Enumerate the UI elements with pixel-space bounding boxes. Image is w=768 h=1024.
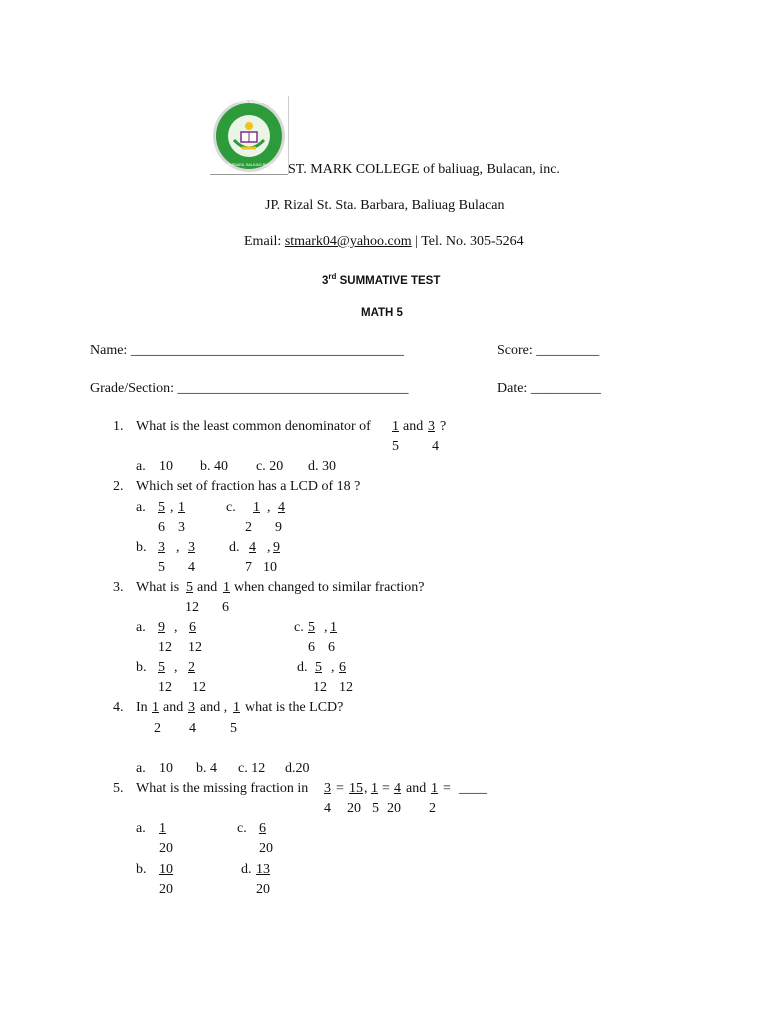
q5-den4: 20 bbox=[387, 801, 401, 816]
q5-b-num[interactable]: 10 bbox=[159, 862, 173, 877]
q2-d-den2: 10 bbox=[263, 560, 277, 575]
q5-eq1: = bbox=[336, 781, 344, 796]
email-label: Email: bbox=[244, 234, 282, 249]
q3-and: and bbox=[197, 580, 218, 595]
q2-a-den1: 6 bbox=[158, 520, 165, 535]
q1-choice-a-label: a. bbox=[136, 459, 146, 474]
test-title bbox=[322, 272, 440, 287]
q5-eq3: = bbox=[443, 781, 451, 796]
q4-text: In bbox=[136, 700, 148, 715]
school-address: JP. Rizal St. Sta. Barbara, Baliuag Bulacan bbox=[265, 198, 505, 213]
q5-comma: , bbox=[364, 781, 368, 796]
q3-num1: 5 bbox=[186, 580, 193, 595]
q2-b-den1: 5 bbox=[158, 560, 165, 575]
q1-choice-d[interactable]: d. 30 bbox=[308, 459, 336, 474]
q4-number: 4. bbox=[113, 700, 124, 715]
q5-num2: 15 bbox=[349, 781, 363, 796]
q5-choice-b-label: b. bbox=[136, 862, 147, 877]
test-ordinal: rd bbox=[328, 272, 337, 281]
q3-a-den1: 12 bbox=[158, 640, 172, 655]
q5-choice-c-label: c. bbox=[237, 821, 247, 836]
q5-den2: 20 bbox=[347, 801, 361, 816]
q5-num5: 1 bbox=[431, 781, 438, 796]
q4-choice-a-label: a. bbox=[136, 761, 146, 776]
q2-c-den2: 9 bbox=[275, 520, 282, 535]
name-label: Name: bbox=[90, 343, 128, 358]
q3-d-num1[interactable]: 5 bbox=[315, 660, 322, 675]
q3-choice-a-label: a. bbox=[136, 620, 146, 635]
score-line[interactable]: _________ bbox=[536, 343, 600, 358]
q4-choice-a[interactable]: 10 bbox=[159, 761, 173, 776]
q3-b-den2: 12 bbox=[192, 680, 206, 695]
q2-text: Which set of fraction has a LCD of 18 ? bbox=[136, 479, 361, 494]
q5-answer-blank[interactable]: ____ bbox=[459, 781, 487, 796]
q4-choice-d[interactable]: d.20 bbox=[285, 761, 310, 776]
q2-b-den2: 4 bbox=[188, 560, 195, 575]
q5-b-den: 20 bbox=[159, 882, 173, 897]
q2-d-comma: , bbox=[267, 540, 271, 555]
q4-choice-b[interactable]: b. 4 bbox=[196, 761, 217, 776]
q2-d-num2[interactable]: 9 bbox=[273, 540, 280, 555]
q4-choice-c[interactable]: c. 12 bbox=[238, 761, 266, 776]
q3-c-num2[interactable]: 1 bbox=[330, 620, 337, 635]
q4-num1: 1 bbox=[152, 700, 159, 715]
q3-a-den2: 12 bbox=[188, 640, 202, 655]
subject-title: MATH 5 bbox=[361, 307, 403, 319]
q3-a-num1[interactable]: 9 bbox=[158, 620, 165, 635]
contact-line bbox=[244, 234, 524, 250]
school-logo bbox=[210, 96, 288, 174]
q5-d-num[interactable]: 13 bbox=[256, 862, 270, 877]
q4-and2: and , bbox=[200, 700, 228, 715]
q3-d-den2: 12 bbox=[339, 680, 353, 695]
q3-text: What is bbox=[136, 580, 180, 595]
q5-num4: 4 bbox=[394, 781, 401, 796]
q1-choice-c[interactable]: c. 20 bbox=[256, 459, 284, 474]
name-field[interactable] bbox=[90, 343, 404, 359]
q2-choice-a-label: a. bbox=[136, 500, 146, 515]
score-label: Score: bbox=[497, 343, 533, 358]
q5-den5: 2 bbox=[429, 801, 436, 816]
q3-c-den2: 6 bbox=[328, 640, 335, 655]
q3-b-num1[interactable]: 5 bbox=[158, 660, 165, 675]
q3-c-comma: , bbox=[324, 620, 328, 635]
q2-a-num1[interactable]: 5 bbox=[158, 500, 165, 515]
logo-underline bbox=[210, 174, 288, 175]
q2-c-comma: , bbox=[267, 500, 271, 515]
q1-num1: 1 bbox=[392, 419, 399, 434]
q2-b-comma: , bbox=[176, 540, 180, 555]
q3-den2: 6 bbox=[222, 600, 229, 615]
q5-choice-d-label: d. bbox=[241, 862, 252, 877]
q5-text: What is the missing fraction in bbox=[136, 781, 309, 796]
q3-den1: 12 bbox=[185, 600, 199, 615]
q3-b-comma: , bbox=[174, 660, 178, 675]
q3-a-comma: , bbox=[174, 620, 178, 635]
q5-choice-a-label: a. bbox=[136, 821, 146, 836]
q2-b-num2[interactable]: 3 bbox=[188, 540, 195, 555]
q1-choice-a[interactable]: 10 bbox=[159, 459, 173, 474]
q2-c-den1: 2 bbox=[245, 520, 252, 535]
q5-den1: 4 bbox=[324, 801, 331, 816]
q2-a-den2: 3 bbox=[178, 520, 185, 535]
q3-number: 3. bbox=[113, 580, 124, 595]
tel-number: | Tel. No. 305-5264 bbox=[415, 234, 524, 249]
q5-c-den: 20 bbox=[259, 841, 273, 856]
q5-a-num[interactable]: 1 bbox=[159, 821, 166, 836]
logo-bottom-text: STA. BARBARA, BALIUAG BULACAN bbox=[218, 163, 280, 167]
score-field[interactable] bbox=[497, 343, 599, 359]
name-line[interactable]: _______________________________________ bbox=[130, 343, 404, 358]
q3-num2: 1 bbox=[223, 580, 230, 595]
q1-den2: 4 bbox=[432, 439, 439, 454]
q5-number: 5. bbox=[113, 781, 124, 796]
q3-c-den1: 6 bbox=[308, 640, 315, 655]
email-link[interactable]: stmark04@yahoo.com bbox=[284, 234, 412, 249]
q1-and: and bbox=[403, 419, 424, 434]
q3-c-num1[interactable]: 5 bbox=[308, 620, 315, 635]
q2-number: 2. bbox=[113, 479, 124, 494]
q2-d-den1: 7 bbox=[245, 560, 252, 575]
q2-choice-b-label: b. bbox=[136, 540, 147, 555]
date-field[interactable] bbox=[497, 381, 601, 397]
q2-c-num2[interactable]: 4 bbox=[278, 500, 285, 515]
q3-choice-d-label: d. bbox=[297, 660, 308, 675]
q1-number: 1. bbox=[113, 419, 124, 434]
q2-c-num1[interactable]: 1 bbox=[253, 500, 260, 515]
q4-num2: 3 bbox=[188, 700, 195, 715]
q1-choice-b[interactable]: b. 40 bbox=[200, 459, 228, 474]
q3-b-den1: 12 bbox=[158, 680, 172, 695]
q1-text: What is the least common denominator of bbox=[136, 419, 371, 434]
test-number: 3 bbox=[322, 274, 329, 287]
q2-choice-c-label: c. bbox=[226, 500, 236, 515]
q4-num3: 1 bbox=[233, 700, 240, 715]
date-label: Date: bbox=[497, 381, 528, 396]
q5-den3: 5 bbox=[372, 801, 379, 816]
date-line[interactable]: __________ bbox=[530, 381, 601, 396]
q3-end: when changed to similar fraction? bbox=[234, 580, 425, 595]
q5-eq2: = bbox=[382, 781, 390, 796]
grade-section-line[interactable]: _________________________________ bbox=[177, 381, 409, 396]
q5-a-den: 20 bbox=[159, 841, 173, 856]
q3-d-comma: , bbox=[331, 660, 335, 675]
q4-den1: 2 bbox=[154, 721, 161, 736]
q2-b-num1[interactable]: 3 bbox=[158, 540, 165, 555]
grade-section-label: Grade/Section: bbox=[90, 381, 174, 396]
logo-top-text: ST. MARK COLLEGE bbox=[219, 99, 279, 105]
school-name: ST. MARK COLLEGE of baliuag, Bulacan, inc. bbox=[288, 162, 560, 177]
q4-den3: 5 bbox=[230, 721, 237, 736]
q1-num2: 3 bbox=[428, 419, 435, 434]
q3-choice-b-label: b. bbox=[136, 660, 147, 675]
grade-section-field[interactable] bbox=[90, 381, 408, 397]
q5-c-num[interactable]: 6 bbox=[259, 821, 266, 836]
q5-num1: 3 bbox=[324, 781, 331, 796]
q3-choice-c-label: c. bbox=[294, 620, 304, 635]
q3-d-num2[interactable]: 6 bbox=[339, 660, 346, 675]
q1-den1: 5 bbox=[392, 439, 399, 454]
q2-d-num1[interactable]: 4 bbox=[249, 540, 256, 555]
q3-d-den1: 12 bbox=[313, 680, 327, 695]
q2-a-comma: , bbox=[170, 500, 174, 515]
q5-and: and bbox=[406, 781, 427, 796]
q4-and: and bbox=[163, 700, 184, 715]
q2-choice-d-label: d. bbox=[229, 540, 240, 555]
q4-den2: 4 bbox=[189, 721, 196, 736]
q5-d-den: 20 bbox=[256, 882, 270, 897]
q4-end: what is the LCD? bbox=[245, 700, 344, 715]
q2-a-num2[interactable]: 1 bbox=[178, 500, 185, 515]
q3-a-num2[interactable]: 6 bbox=[189, 620, 196, 635]
q1-end: ? bbox=[440, 419, 447, 434]
q5-num3: 1 bbox=[371, 781, 378, 796]
q3-b-num2[interactable]: 2 bbox=[188, 660, 195, 675]
test-title-text: SUMMATIVE TEST bbox=[339, 274, 441, 287]
